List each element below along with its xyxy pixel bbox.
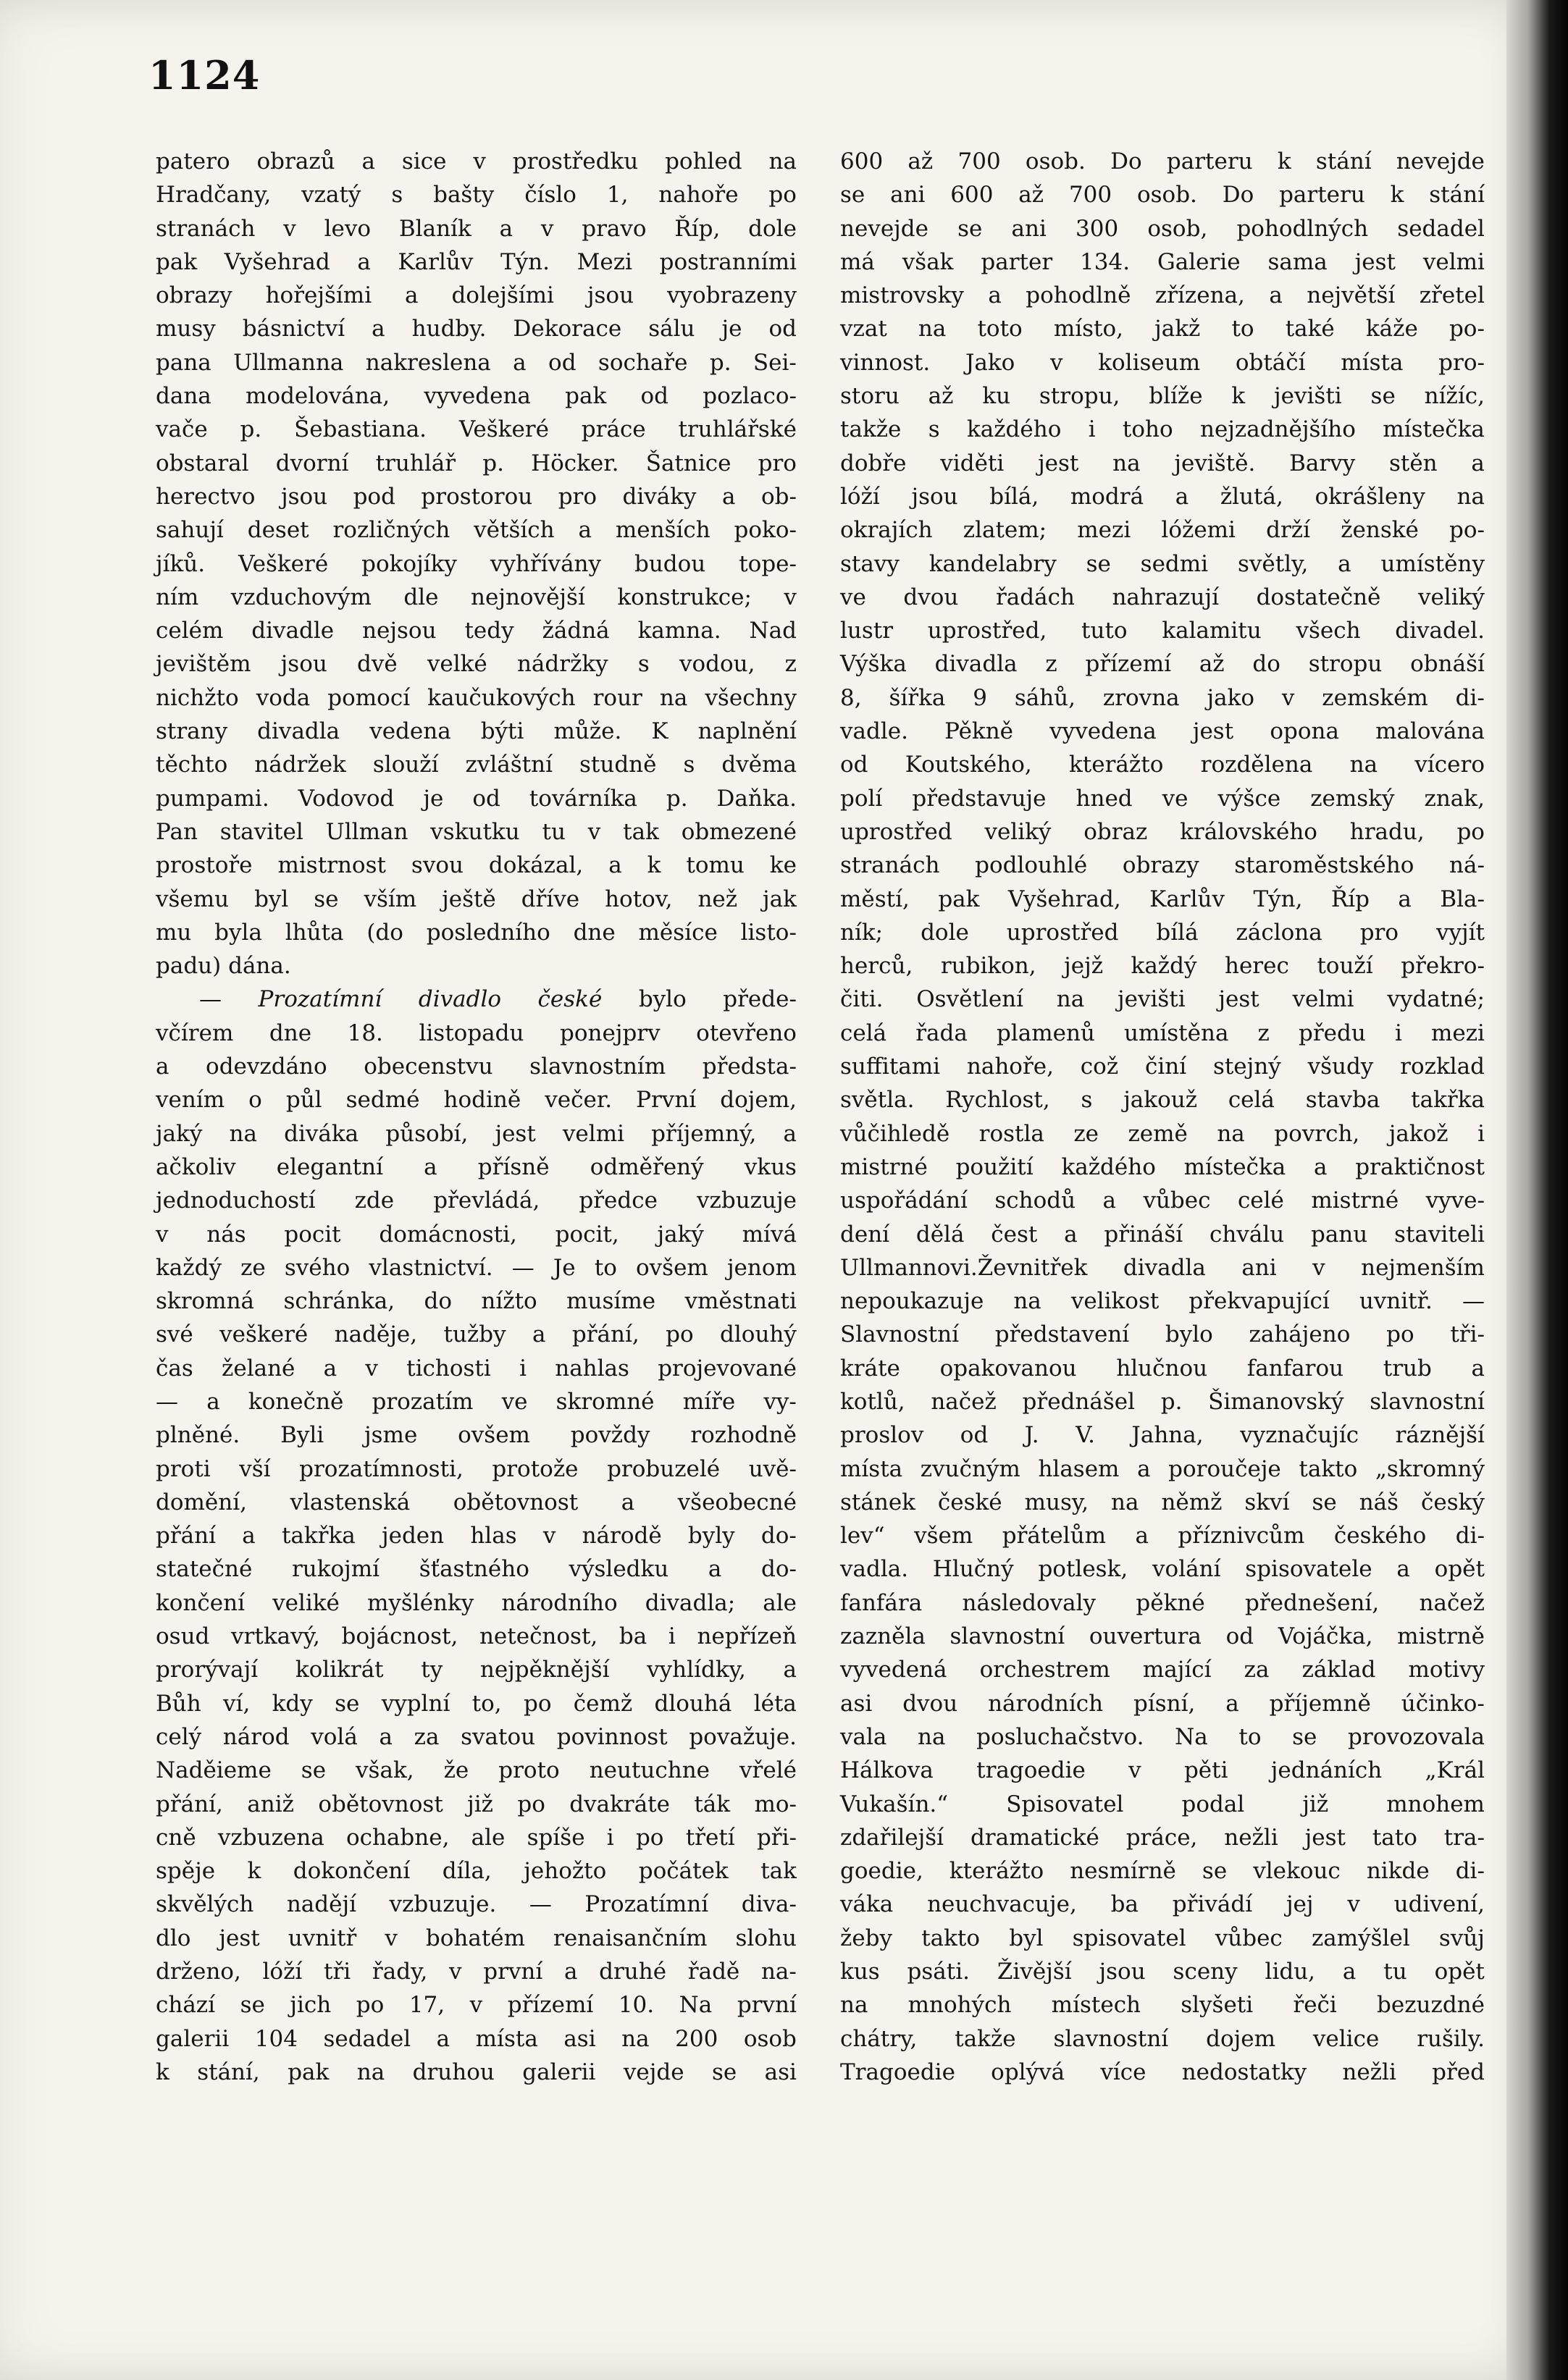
text-line: pak Vyšehrad a Karlův Týn. Mezi postranními: [156, 248, 797, 275]
text-line: herců, rubikon, jejž každý herec touží překro-: [840, 953, 1485, 980]
left-text-column: [156, 145, 797, 2306]
text-line: na mnohých místech slyšeti řeči bezuzdné: [840, 1992, 1485, 2019]
text-line: dlo jest uvnitř v bohatém renaisančním slohu: [156, 1925, 797, 1951]
text-line: celá řada plamenů umístěna z předu i mezi: [840, 1019, 1485, 1046]
text-line: nichžto voda pomocí kaučukových rour na všechny: [156, 684, 797, 711]
text-line: celém divadle nejsou tedy žádná kamna. Nad: [156, 618, 797, 644]
text-line: vače p. Šebastiana. Veškeré práce truhlářské: [156, 416, 797, 443]
text-line: ník; dole uprostřed bílá záclona pro vyjít: [840, 919, 1485, 946]
text-line: pumpami. Vodovod je od továrníka p. Daňka.: [156, 785, 797, 812]
text-line: má však parter 134. Galerie sama jest velmi: [840, 248, 1485, 275]
text-line: městí, pak Vyšehrad, Karlův Týn, Říp a Bla-: [840, 886, 1485, 912]
text-line: těchto nádržek slouží zvláštní studně s dvěma: [156, 752, 797, 778]
text-line: kotlů, načež přednášel p. Šimanovský slavnostní: [840, 1388, 1485, 1415]
page-edge-shadow: [1506, 0, 1568, 2380]
text-line: Tragoedie oplývá více nedostatky nežli před: [840, 2059, 1485, 2085]
text-line: se ani 600 až 700 osob. Do parteru k stání: [840, 182, 1485, 209]
text-line: proslov od J. V. Jahna, vyznačujíc ráznější: [840, 1422, 1485, 1449]
text-line: kráte opakovanou hlučnou fanfarou trub a: [840, 1355, 1485, 1382]
text-line: vzat na toto místo, jakž to také káže po-: [840, 316, 1485, 342]
text-line: prorývají kolikrát ty nejpěknější vyhlídky, a: [156, 1657, 797, 1683]
text-line: mistrné použití každého místečka a praktičnost: [840, 1153, 1485, 1180]
text-line: skvělých nadějí vzbuzuje. — Prozatímní diva-: [156, 1891, 797, 1918]
text-line: plněné. Byli jsme ovšem povždy rozhodně: [156, 1422, 797, 1449]
text-line: včírem dne 18. listopadu ponejprv otevřeno: [156, 1019, 797, 1046]
text-line: drženo, lóží tři řady, v první a druhé řadě na-: [156, 1959, 797, 1985]
text-line: jevištěm jsou dvě velké nádržky s vodou, z: [156, 651, 797, 678]
text-line: — a konečně prozatím ve skromné míře vy-: [156, 1388, 797, 1415]
text-line: jíků. Veškeré pokojíky vyhřívány budou tope-: [156, 550, 797, 577]
text-line: přání a takřka jeden hlas v národě byly do-: [156, 1523, 797, 1549]
text-line: sahují deset rozličných větších a menších poko-: [156, 517, 797, 544]
text-line: skromná schránka, do nížto musíme vměstnati: [156, 1288, 797, 1315]
text-line: vadla. Hlučný potlesk, volání spisovatele a opět: [840, 1556, 1485, 1583]
text-line: vala na posluchačstvo. Na to se provozovala: [840, 1723, 1485, 1750]
text-line: v nás pocit domácnosti, pocit, jaký mívá: [156, 1221, 797, 1248]
text-line: 8, šířka 9 sáhů, zrovna jako v zemském di-: [840, 684, 1485, 711]
text-line: dana modelována, vyvedena pak od pozlaco-: [156, 383, 797, 410]
text-line: stranách v levo Blaník a v pravo Říp, dole: [156, 215, 797, 242]
text-line: pana Ullmanna nakreslena a od sochaře p. Sei-: [156, 349, 797, 376]
text-line: proti vší prozatímnosti, protože probuzelé uvě-: [156, 1455, 797, 1482]
text-line: storu až ku stropu, blíže k jevišti se nížíc,: [840, 383, 1485, 410]
text-line: celý národ volá a za svatou povinnost považuje.: [156, 1723, 797, 1750]
text-line: vením o půl sedmé hodině večer. První dojem,: [156, 1087, 797, 1114]
text-line: dobře viděti jest na jeviště. Barvy stěn a: [840, 450, 1485, 476]
text-line: vůčihledě rostla ze země na povrch, jakož i: [840, 1120, 1485, 1147]
text-line: goedie, kterážto nesmírně se vlekouc nikde di-: [840, 1858, 1485, 1885]
text-line: všemu byl se vším ještě dříve hotov, než jak: [156, 886, 797, 912]
text-line: zazněla slavnostní ouvertura od Vojáčka, mistrně: [840, 1623, 1485, 1650]
text-line: vadle. Pěkně vyvedena jest opona malována: [840, 718, 1485, 745]
text-line: stavy kandelabry se sedmi světly, a umístěny: [840, 550, 1485, 577]
page-number: 1124: [148, 52, 261, 98]
text-line: vyvedená orchestrem mající za základ motivy: [840, 1657, 1485, 1683]
text-line: jednoduchostí zde převládá, předce vzbuzuje: [156, 1187, 797, 1214]
text-line: Hradčany, vzatý s bašty číslo 1, nahoře po: [156, 182, 797, 209]
text-line: musy básnictví a hudby. Dekorace sálu je od: [156, 316, 797, 342]
text-line: žeby takto byl spisovatel vůbec zamýšlel svůj: [840, 1925, 1485, 1951]
text-line: místa zvučným hlasem a poroučeje takto „skromný: [840, 1455, 1485, 1482]
text-line: 600 až 700 osob. Do parteru k stání nevejde: [840, 148, 1485, 174]
text-line: své veškeré naděje, tužby a přání, po dlouhý: [156, 1321, 797, 1348]
text-line: mu byla lhůta (do posledního dne měsíce listo-: [156, 919, 797, 946]
text-line: čiti. Osvětlení na jevišti jest velmi vydatné;: [840, 986, 1485, 1013]
text-line: čas želané a v tichosti i nahlas projevované: [156, 1355, 797, 1382]
text-line: světla. Rychlost, s jakouž celá stavba takřka: [840, 1087, 1485, 1114]
text-line: Ullmannovi.Ževnitřek divadla ani v nejmenším: [840, 1254, 1485, 1281]
text-line: asi dvou národních písní, a příjemně účinko-: [840, 1690, 1485, 1717]
text-line: Pan stavitel Ullman vskutku tu v tak obmezené: [156, 818, 797, 845]
text-line: přání, aniž obětovnost již po dvakráte ták mo-: [156, 1791, 797, 1817]
text-line: polí představuje hned ve výšce zemský znak,: [840, 785, 1485, 812]
text-line: chází se jich po 17, v přízemí 10. Na první: [156, 1992, 797, 2019]
text-line: Naděieme se však, že proto neutuchne vřelé: [156, 1757, 797, 1784]
text-line: zdařilejší dramatické práce, nežli jest tato tra-: [840, 1824, 1485, 1851]
text-line: končení veliké myšlénky národního divadla; ale: [156, 1589, 797, 1616]
text-line: mistrovsky a pohodlně zřízena, a největší zřetel: [840, 282, 1485, 309]
text-line: nevejde se ani 300 osob, pohodlných sedadel: [840, 215, 1485, 242]
text-line: lev“ všem přátelům a příznivcům českého di-: [840, 1523, 1485, 1549]
text-line: fanfára následovaly pěkné přednešení, načež: [840, 1589, 1485, 1616]
text-line: vinnost. Jako v koliseum obtáčí místa pro-: [840, 349, 1485, 376]
text-line: každý ze svého vlastnictví. — Je to ovšem jenom: [156, 1254, 797, 1281]
text-line: stranách podlouhlé obrazy staroměstského ná-: [840, 852, 1485, 879]
text-line: strany divadla vedena býti může. K naplnění: [156, 718, 797, 745]
text-line: suffitami nahoře, což činí stejný všudy rozklad: [840, 1054, 1485, 1080]
text-line: statečné rukojmí šťastného výsledku a do-: [156, 1556, 797, 1583]
text-line: Hálkova tragoedie v pěti jednáních „Král: [840, 1757, 1485, 1784]
text-line: obstaral dvorní truhlář p. Höcker. Šatnice pro: [156, 450, 797, 476]
text-line: váka neuchvacuje, ba přivádí jej v udivení,: [840, 1891, 1485, 1918]
text-line: domění, vlastenská obětovnost a všeobecné: [156, 1489, 797, 1515]
text-line: osud vrtkavý, bojácnost, netečnost, ba i nepřízeň: [156, 1623, 797, 1650]
text-line: ve dvou řadách nahrazují dostatečně veliký: [840, 584, 1485, 610]
text-line: prostoře mistrnost svou dokázal, a k tomu ke: [156, 852, 797, 879]
text-line: a odevzdáno obecenstvu slavnostním předsta-: [156, 1054, 797, 1080]
text-line: ačkoliv elegantní a přísně odměřený vkus: [156, 1153, 797, 1180]
text-line: — Prozatímní divadlo české bylo přede-: [199, 986, 797, 1013]
text-line: Slavnostní představení bylo zahájeno po tři-: [840, 1321, 1485, 1348]
text-line: ním vzduchovým dle nejnovější konstrukce; v: [156, 584, 797, 610]
text-line: k stání, pak na druhou galerii vejde se asi: [156, 2059, 797, 2085]
text-line: padu) dána.: [156, 953, 291, 980]
text-line: dení dělá čest a přináší chválu panu staviteli: [840, 1221, 1485, 1248]
text-line: Výška divadla z přízemí až do stropu obnáší: [840, 651, 1485, 678]
text-line: od Koutského, kterážto rozdělena na vícero: [840, 752, 1485, 778]
text-line: uspořádání schodů a vůbec celé mistrné vyve-: [840, 1187, 1485, 1214]
right-text-column: [840, 145, 1485, 2306]
text-line: Bůh ví, kdy se vyplní to, po čemž dlouhá léta: [156, 1690, 797, 1717]
text-line: spěje k dokončení díla, jehožto počátek tak: [156, 1858, 797, 1885]
text-line: kus psáti. Živější jsou sceny lidu, a tu opět: [840, 1959, 1485, 1985]
text-line: uprostřed veliký obraz královského hradu, po: [840, 818, 1485, 845]
text-line: lustr uprostřed, tuto kalamitu všech divadel.: [840, 618, 1485, 644]
text-line: lóží jsou bílá, modrá a žlutá, okrášleny na: [840, 483, 1485, 510]
text-line: patero obrazů a sice v prostředku pohled na: [156, 148, 797, 174]
text-line: herectvo jsou pod prostorou pro diváky a ob-: [156, 483, 797, 510]
text-line: nepoukazuje na velikost překvapující uvnitř. —: [840, 1288, 1485, 1315]
text-line: jaký na diváka působí, jest velmi příjemný, a: [156, 1120, 797, 1147]
text-line: galerii 104 sedadel a místa asi na 200 osob: [156, 2025, 797, 2052]
text-line: okrajích zlatem; mezi lóžemi drží ženské po-: [840, 517, 1485, 544]
text-line: obrazy hořejšími a dolejšími jsou vyobrazeny: [156, 282, 797, 309]
text-line: takže s každého i toho nejzadnějšího místečka: [840, 416, 1485, 443]
text-line: Vukašín.“ Spisovatel podal již mnohem: [840, 1791, 1485, 1817]
text-line: stánek české musy, na němž skví se náš český: [840, 1489, 1485, 1515]
text-line: chátry, takže slavnostní dojem velice rušily.: [840, 2025, 1485, 2052]
text-line: cně vzbuzena ochabne, ale spíše i po třetí při-: [156, 1824, 797, 1851]
